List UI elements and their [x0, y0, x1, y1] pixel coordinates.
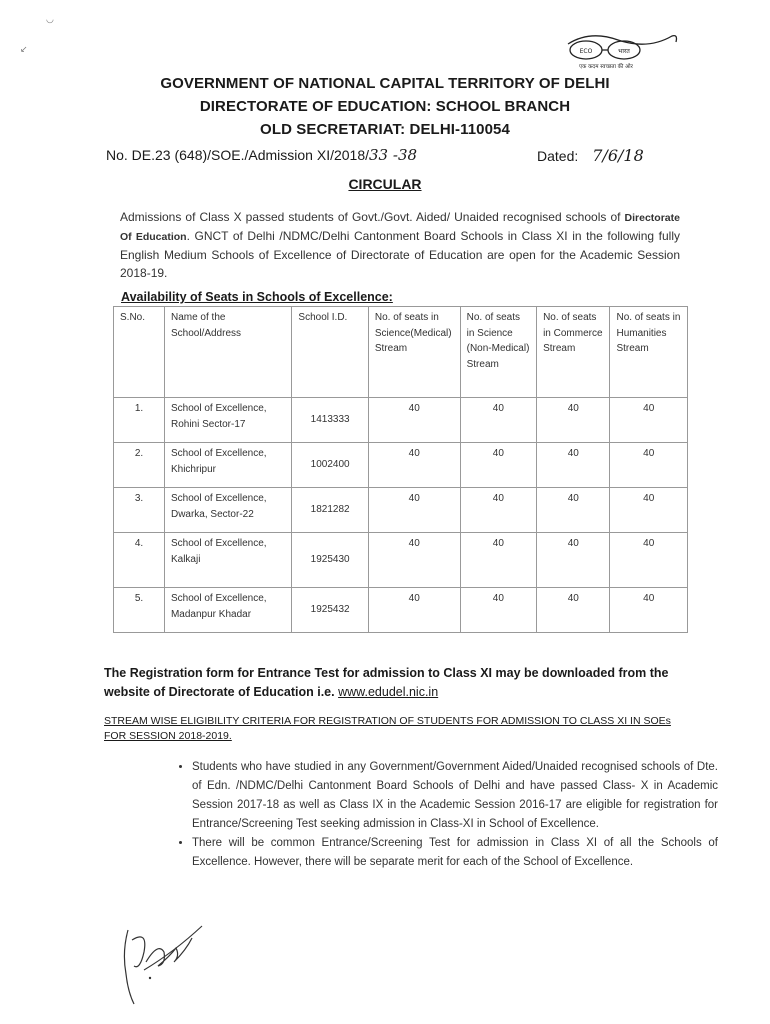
header-school-id: School I.D.: [292, 307, 368, 398]
cell-school-id: 1002400: [292, 443, 368, 488]
cell-commerce: 40: [537, 533, 610, 588]
cell-sno: 2.: [114, 443, 165, 488]
dated-label: Dated:: [537, 148, 579, 164]
table-header-row: [114, 307, 688, 398]
list-item: • Students who have studied in any Government/Government Aided/Unaided recognised schools of Dte. of Edn. /NDMC/Delhi Cantonment Board Schools of Delhi and have passed Class- X in Academic Session 2017-18 as well as Class IX in the Academic Session 2016-17 are eligible for registration for Entrance/Screening Test seeking admission in Class-XI in School of Excellence.: [192, 758, 718, 834]
intro-part-2: . GNCT of Delhi /NDMC/Delhi Cantonment Board Schools in Class XI in the following fully English Medium Schools of Excellence of Directorate of Education are open for the Academic Session 2018-19.: [120, 229, 680, 280]
cell-nonmedical: 40: [460, 488, 536, 533]
letterhead: [0, 72, 770, 141]
cell-commerce: 40: [537, 588, 610, 633]
cell-medical: 40: [368, 533, 460, 588]
cell-humanities: 40: [610, 443, 688, 488]
cell-nonmedical: 40: [460, 588, 536, 633]
handwritten-number: 33 -38: [369, 146, 418, 164]
header-name: Name of the School/Address: [164, 307, 291, 398]
cell-name: School of Excellence, Rohini Sector-17: [164, 398, 291, 443]
availability-title: Availability of Seats in Schools of Excellence:: [121, 290, 393, 304]
cell-humanities: 40: [610, 398, 688, 443]
cell-name: School of Excellence, Khichripur: [164, 443, 291, 488]
letterhead-line-1: GOVERNMENT OF NATIONAL CAPITAL TERRITORY OF DELHI: [160, 75, 610, 92]
seats-table: [113, 306, 688, 633]
cell-nonmedical: 40: [460, 443, 536, 488]
dated-field: [537, 146, 644, 165]
header-nonmedical: No. of seats in Science (Non-Medical) Stream: [460, 307, 536, 398]
circular-title: CIRCULAR: [348, 176, 422, 192]
table-row: [114, 588, 688, 633]
handwritten-date: 7/6/18: [592, 146, 644, 165]
cell-medical: 40: [368, 398, 460, 443]
cell-commerce: 40: [537, 443, 610, 488]
cell-school-id: 1413333: [292, 398, 368, 443]
cell-nonmedical: 40: [460, 398, 536, 443]
cell-sno: 5.: [114, 588, 165, 633]
cell-humanities: 40: [610, 588, 688, 633]
eligibility-heading: STREAM WISE ELIGIBILITY CRITERIA FOR REGISTRATION OF STUDENTS FOR ADMISSION TO CLASS XI IN SOEs FOR SESSION 2018-2019.: [104, 715, 671, 742]
registration-text: The Registration form for Entrance Test for admission to Class XI may be downloaded from the website of Directorate of Education i.e.: [104, 666, 669, 699]
intro-bold: Directorate Of Education: [120, 212, 680, 243]
table-row: [114, 443, 688, 488]
cell-medical: 40: [368, 588, 460, 633]
header-medical: No. of seats in Science(Medical) Stream: [368, 307, 460, 398]
table-row: [114, 488, 688, 533]
cell-name: School of Excellence, Kalkaji: [164, 533, 291, 588]
logo-badge-right: भारत: [618, 48, 630, 55]
eligibility-list: [156, 758, 718, 872]
intro-paragraph: [120, 208, 680, 282]
registration-note: [104, 664, 704, 702]
cell-school-id: 1821282: [292, 488, 368, 533]
header-sno: S.No.: [114, 307, 165, 398]
intro-part-1: Admissions of Class X passed students of Govt./Govt. Aided/ Unaided recognised schools of: [120, 210, 621, 224]
table-row: [114, 398, 688, 443]
list-item: • There will be common Entrance/Screening Test for admission in Class XI of all the Schools of Excellence. However, there will be separate merit for each of the School of Excellence.: [192, 834, 718, 872]
letterhead-line-3: OLD SECRETARIAT: DELHI-110054: [260, 121, 510, 138]
cell-school-id: 1925430: [292, 533, 368, 588]
cell-school-id: 1925432: [292, 588, 368, 633]
cell-commerce: 40: [537, 398, 610, 443]
header-commerce: No. of seats in Commerce Stream: [537, 307, 610, 398]
logo-badge-left: ECO: [579, 48, 593, 55]
logo-graphic: [560, 28, 680, 70]
cell-name: School of Excellence, Dwarka, Sector-22: [164, 488, 291, 533]
signature: [114, 912, 214, 1012]
reference-number-text: No. DE.23 (648)/SOE./Admission XI/2018/: [106, 147, 370, 163]
header-humanities: No. of seats in Humanities Stream: [610, 307, 688, 398]
cell-medical: 40: [368, 443, 460, 488]
swachh-bharat-logo: [560, 28, 680, 70]
cell-sno: 3.: [114, 488, 165, 533]
letterhead-line-2: DIRECTORATE OF EDUCATION: SCHOOL BRANCH: [199, 98, 571, 115]
cell-sno: 4.: [114, 533, 165, 588]
cell-sno: 1.: [114, 398, 165, 443]
scan-mark: ↙: [20, 44, 28, 54]
scan-mark: ◡: [46, 14, 54, 24]
cell-humanities: 40: [610, 488, 688, 533]
cell-name: School of Excellence, Madanpur Khadar: [164, 588, 291, 633]
cell-medical: 40: [368, 488, 460, 533]
logo-caption: एक कदम स्वच्छता की ओर: [579, 64, 633, 70]
table-row: [114, 533, 688, 588]
cell-nonmedical: 40: [460, 533, 536, 588]
cell-commerce: 40: [537, 488, 610, 533]
reference-number: [106, 146, 417, 164]
website-link[interactable]: www.edudel.nic.in: [338, 685, 439, 699]
cell-humanities: 40: [610, 533, 688, 588]
